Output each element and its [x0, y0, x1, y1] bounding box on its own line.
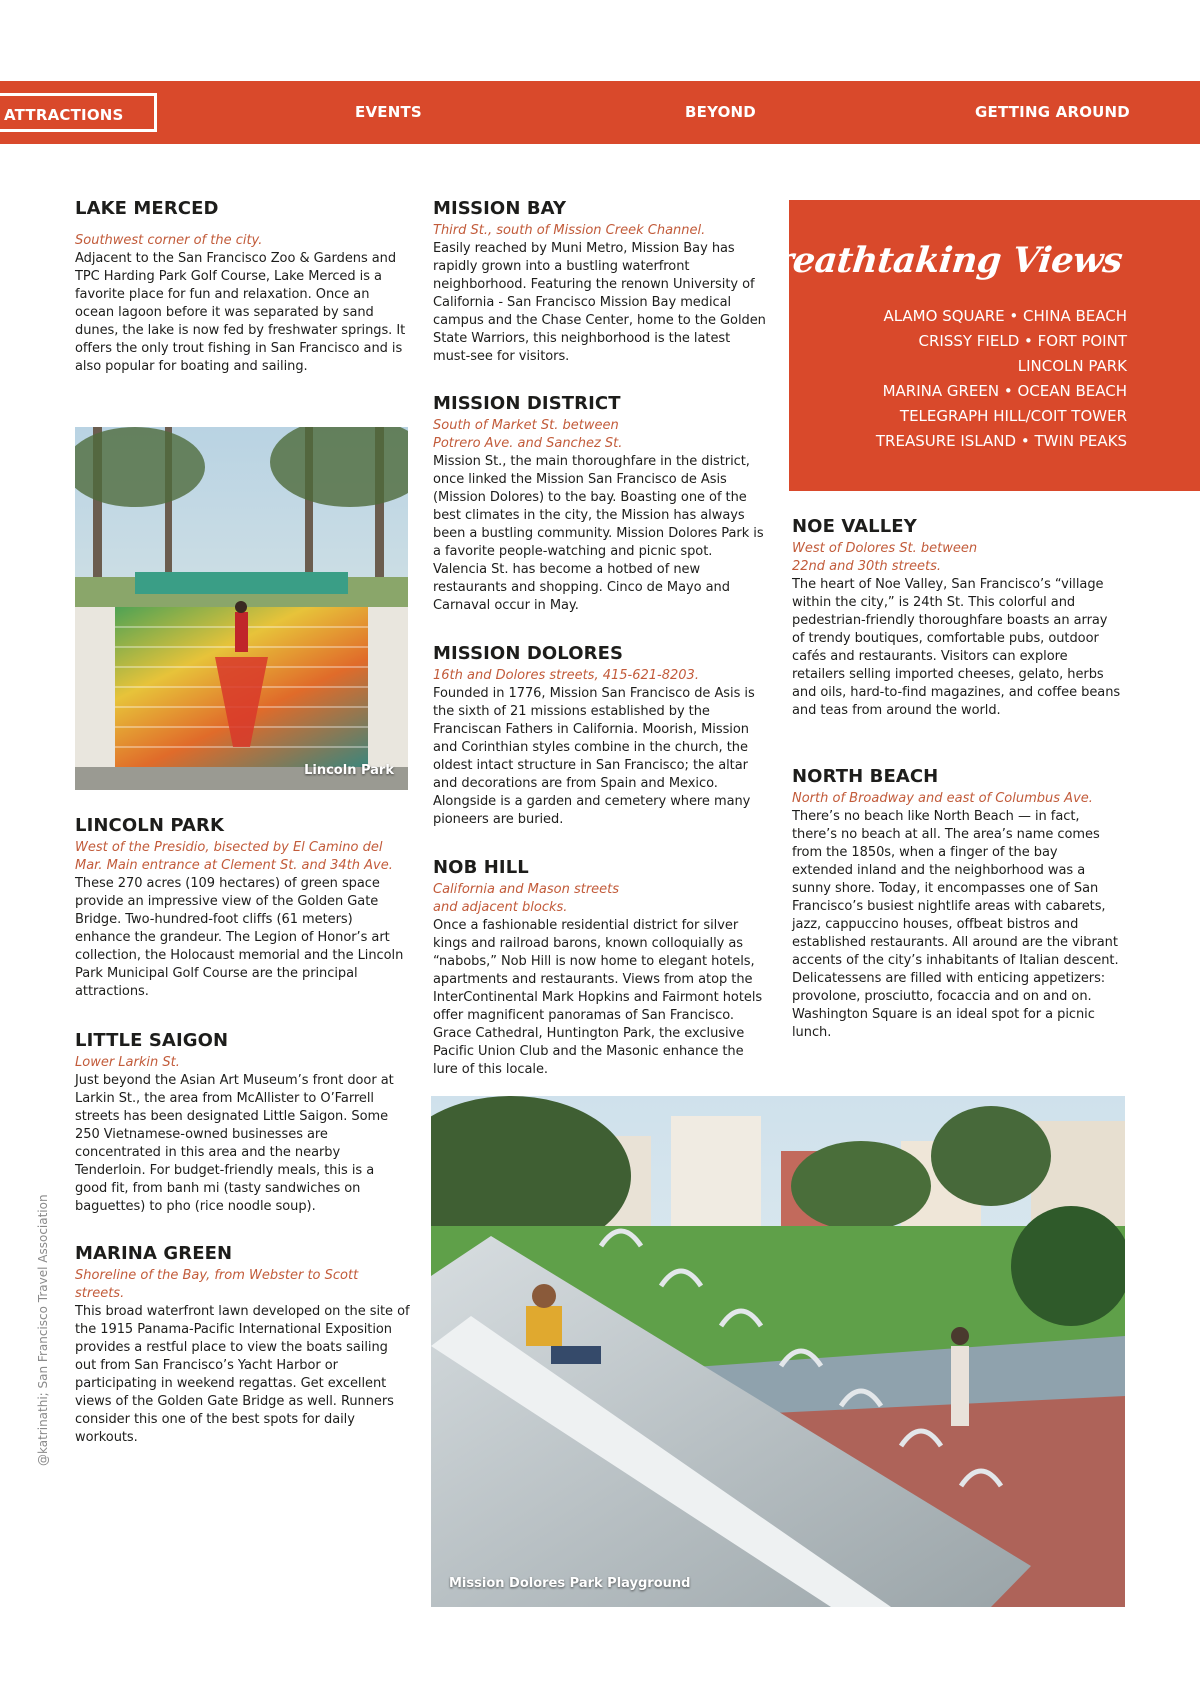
mission-bay-section [433, 198, 768, 366]
noe-valley-location: West of Dolores St. between 22nd and 30th streets. [792, 541, 978, 574]
mission-dolores-title: MISSION DOLORES [433, 643, 624, 664]
noe-valley-title: NOE VALLEY [792, 516, 917, 537]
lake-merced-section [75, 198, 410, 376]
marina-green-section [75, 1243, 410, 1447]
lake-merced-title: LAKE MERCED [75, 198, 219, 219]
mission-district-location: South of Market St. between Potrero Ave. and Sanchez St. [433, 418, 623, 451]
little-saigon-location: Lower Larkin St. [75, 1055, 180, 1070]
nav-tab-attractions[interactable]: ATTRACTIONS [0, 93, 157, 132]
nav-tab-events[interactable]: EVENTS [355, 103, 422, 121]
mission-dolores-section [433, 643, 768, 829]
little-saigon-body: Just beyond the Asian Art Museum’s front door at Larkin St., the area from McAllister to O’Farrell streets has been designated Little Saigon. Some 250 Vietnamese-owned businesses are concentrated in this area and the nearby Tenderloin. For budget-friendly meals, this is a good fit, from banh mi (tasty sandwiches on baguettes) to pho (rice noodle soup). [75, 1073, 394, 1214]
playground-caption: Mission Dolores Park Playground [449, 1576, 691, 1591]
mission-dolores-location: 16th and Dolores streets, 415-621-8203. [433, 668, 699, 683]
marina-green-body: This broad waterfront lawn developed on the site of the 1915 Panama-Pacific International Exposition provides a restful place to view the boats sailing out from San Francisco’s Yacht Harbor or participating in weekend regattas. Get excellent views of the Golden Gate Bridge as well. Runners consider this one of the best spots for daily workouts. [75, 1304, 410, 1445]
mission-district-section [433, 393, 768, 615]
mission-dolores-body: Founded in 1776, Mission San Francisco de Asis is the sixth of 21 missions established by the Franciscan Fathers in California. Moorish, Mission and Corinthian styles combine in the church, the oldest intact structure in San Francisco; the altar and decorations are from Spain and Mexico. Alongside is a garden and cemetery where many pioneers are buried. [433, 686, 755, 827]
nav-tab-getting-around[interactable]: GETTING AROUND [975, 103, 1130, 121]
nob-hill-location: California and Mason streets and adjacent blocks. [433, 882, 620, 915]
views-line: ALAMO SQUARE • CHINA BEACH [883, 307, 1127, 325]
little-saigon-title: LITTLE SAIGON [75, 1030, 229, 1051]
nob-hill-body: Once a fashionable residential district for silver kings and railroad barons, known colloquially as “nabobs,” Nob Hill is now home to elegant hotels, apartments and restaurants. Views from atop the InterContinental Mark Hopkins and Fairmont hotels offer magnificent panoramas of San Francisco. Grace Cathedral, Huntington Park, the exclusive Pacific Union Club and the Masonic enhance the lure of this locale. [433, 918, 763, 1077]
nob-hill-title: NOB HILL [433, 857, 529, 878]
breathtaking-views-box [743, 200, 1200, 491]
lake-merced-location: Southwest corner of the city. [75, 233, 263, 248]
mission-bay-location: Third St., south of Mission Creek Channel. [433, 223, 706, 238]
lincoln-park-body: These 270 acres (109 hectares) of green space provide an impressive view of the Golden Gate Bridge. Two-hundred-foot cliffs (61 meters) enhance the grandeur. The Legion of Honor’s art collection, the Holocaust memorial and the Lincoln Park Municipal Golf Course are the principal attractions. [75, 876, 404, 999]
north-beach-section [792, 766, 1122, 1042]
north-beach-body: There’s no beach like North Beach — in fact, there’s no beach at all. The area’s name comes from the 1850s, when a finger of the bay extended inland and the neighborhood was a sunny shore. Today, it encompasses one of San Francisco’s busiest nightlife areas with cabarets, jazz, cappuccino houses, offbeat bistros and established restaurants. All around are the vibrant accents of the city’s inhabitants of Italian descent. Delicatessens are filled with enticing appetizers: provolone, prosciutto, focaccia and on and on. Washington Square is an ideal spot for a picnic lunch. [792, 809, 1119, 1040]
views-line: MARINA GREEN • OCEAN BEACH [882, 382, 1127, 400]
lincoln-park-section [75, 815, 410, 1001]
north-beach-location: North of Broadway and east of Columbus Ave. [792, 791, 1093, 806]
noe-valley-body: The heart of Noe Valley, San Francisco’s “village within the city,” is 24th St. This colorful and pedestrian-friendly thoroughfare boasts an array of trendy boutiques, comfortable pubs, outdoor cafés and restaurants. Visitors can explore retailers selling imported cheeses, gelato, herbs and oils, hard-to-find magazines, and coffee beans and teas from around the world. [792, 577, 1121, 718]
marina-green-title: MARINA GREEN [75, 1243, 233, 1264]
marina-green-location: Shoreline of the Bay, from Webster to Scott streets. [75, 1268, 359, 1301]
mission-bay-body: Easily reached by Muni Metro, Mission Bay has rapidly grown into a bustling waterfront neighborhood. Featuring the renown University of California - San Francisco Mission Bay medical campus and the Chase Center, home to the Golden State Warriors, this neighborhood is the latest must-see for visitors. [433, 241, 766, 364]
lincoln-park-photo [75, 427, 408, 790]
lake-merced-body: Adjacent to the San Francisco Zoo & Gardens and TPC Harding Park Golf Course, Lake Merced is a favorite place for fun and relaxation. Once an ocean lagoon before it was separated by sand dunes, the lake is now fed by freshwater springs. It offers the only trout fishing in San Francisco and is also popular for boating and sailing. [75, 251, 406, 374]
mission-district-body: Mission St., the main thoroughfare in the district, once linked the Mission San Francisco de Asis (Mission Dolores) to the bay. Boasting one of the best climates in the city, the Mission has always been a bustling community. Mission Dolores Park is a favorite people-watching and picnic spot. Valencia St. has become a hotbed of new restaurants and shopping. Cinco de Mayo and Carnaval occur in May. [433, 454, 764, 613]
nob-hill-section [433, 857, 768, 1079]
nav-tab-beyond[interactable]: BEYOND [685, 103, 756, 121]
north-beach-title: NORTH BEACH [792, 766, 939, 787]
mission-district-title: MISSION DISTRICT [433, 393, 621, 414]
lincoln-park-caption: Lincoln Park [304, 763, 394, 778]
noe-valley-section [792, 516, 1122, 720]
section-nav-bar [0, 81, 1200, 144]
mission-dolores-playground-photo [431, 1096, 1125, 1607]
lincoln-park-location: West of the Presidio, bisected by El Camino del Mar. Main entrance at Clement St. and 34th Ave. [75, 840, 393, 873]
lincoln-park-title: LINCOLN PARK [75, 815, 225, 836]
views-line: TREASURE ISLAND • TWIN PEAKS [875, 432, 1127, 450]
breathtaking-views-title: Breathtaking Views [743, 240, 1125, 281]
mission-bay-title: MISSION BAY [433, 198, 567, 219]
little-saigon-section [75, 1030, 410, 1216]
views-line: CRISSY FIELD • FORT POINT [918, 332, 1127, 350]
views-line: TELEGRAPH HILL/COIT TOWER [899, 407, 1127, 425]
photo-credit: @katrinathi; San Francisco Travel Association [36, 1194, 50, 1466]
breathtaking-views-list [876, 304, 1127, 454]
views-line: LINCOLN PARK [1017, 357, 1127, 375]
